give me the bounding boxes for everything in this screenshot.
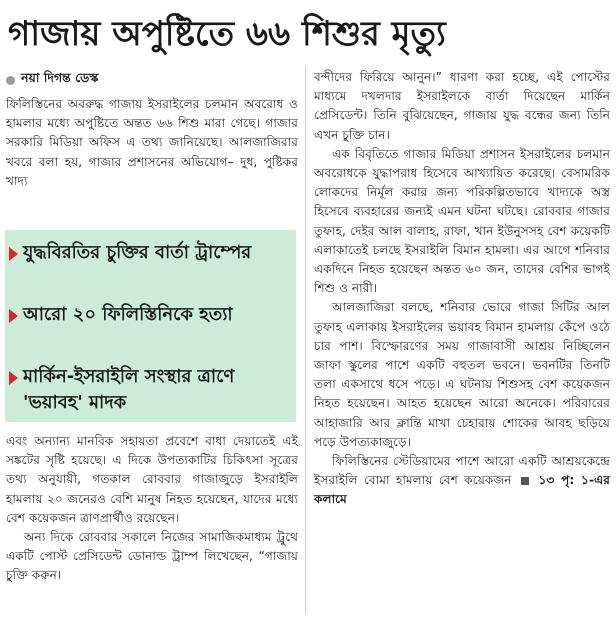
headline: গাজায় অপুষ্টিতে ৬৬ শিশুর মৃত্যু bbox=[8, 14, 446, 54]
jump-square-icon bbox=[521, 477, 529, 485]
byline-text: নয়া দিগন্ত ডেস্ক bbox=[21, 70, 99, 85]
intro-paragraph: ফিলিস্তিনের অবরুদ্ধ গাজায় ইসরাইলের চলমান অবরোধ ও হামলার মধ্যে অপুষ্টিতে অন্তত ৬৬ শিশু মারা গেছে। গাজার সরকারি মিডিয়া অফিস এ তথ্য জানিয়েছে। আলজাজিরার খবরে বলা হয়, গাজার প্রশাসনের অভিযোগ– দুধ, পুষ্টিকর খাদ্য bbox=[6, 97, 298, 188]
highlight-text: যুদ্ধবিরতির চুক্তির বার্তা ট্রাম্পের bbox=[23, 242, 252, 263]
body-paragraph: বন্দীদের ফিরিয়ে আনুন।” ধারণা করা হচ্ছে, এই পোস্টের মাধ্যমে দখলদার ইসরাইলকে বার্তা দিয়েছেন মার্কিন প্রেসিডেন্ট। তিনি বুঝিয়েছেন, গাজায় যুদ্ধ বন্ধের জন্য তিনি এখন চুক্তি চান। bbox=[314, 70, 610, 142]
highlight-box bbox=[5, 230, 296, 422]
highlight-item bbox=[23, 364, 288, 416]
highlight-text: আরো ২০ ফিলিস্তিনিকে হত্যা bbox=[23, 304, 233, 325]
byline bbox=[6, 70, 98, 90]
bullet-dot-icon bbox=[6, 76, 15, 85]
body-paragraph-last bbox=[314, 452, 610, 510]
body-paragraph: আলজাজিরা বলছে, শনিবার ভোরে গাজা সিটির আল তুফাহ এলাকায় ইসরাইলের ভয়াবহ বিমান হামলায় কেঁপে ওঠে চার পাশ। বিস্ফোরণের সময় গাজাবাসী আশ্রয় নিচ্ছিলেন জাফা স্কুলের পাশে একটি বহুতল ভবনে। ভবনটির তিনটি তলা একসাথে ধসে পড়ে। এ ঘটনায় শিশুসহ বেশ কয়েকজন নিহত হয়েছেন। আহত হয়েছেন আরো অনেকে। পরিবারের আহাজারি আর ক্লান্তি মাখা চেহারায় শোকের আবহ ছড়িয়ে পড়ে উপত্যকাজুড়ে। bbox=[314, 300, 610, 449]
triangle-bullet-icon bbox=[9, 371, 18, 385]
left-column-top bbox=[6, 95, 298, 191]
body-paragraph: এবং অন্যান্য মানবিক সহায়তা প্রবেশে বাধা দেয়াতেই এই সঙ্কটের সৃষ্টি হয়েছে। এ দিকে উপত্যকাটির চিকিৎসা সূত্রের তথ্য অনুযায়ী, গতকাল রোববার গাজাজুড়ে ইসরাইলি হামলায় ২০ জনেরও বেশি মানুষ নিহত হয়েছেন, যাদের মধ্যে বেশ কয়েকজন ত্রাণপ্রার্থীও রয়েছেন। bbox=[6, 434, 298, 525]
triangle-bullet-icon bbox=[9, 247, 18, 261]
highlight-item bbox=[23, 240, 288, 266]
body-paragraph: এক বিবৃতিতে গাজার মিডিয়া প্রশাসন ইসরাইলের চলমান অবরোধকে যুদ্ধাপরাধ হিসেবে আখ্যায়িত করেছে। বেসামরিক লোকদের নির্মূল করার জন্য পরিকল্পিতভাবে খাদ্যকে অস্ত্র হিসেবে ব্যবহারের জন্যই এমন ঘটনা ঘটছে। রোববার গাজার তুফাহ, দেইর আল বালাহ, রাফা, খান ইউনুসসহ বেশ কয়েকটি এলাকাতেই চলছে ইসরাইলি বিমান হামলা। এর আগে শনিবার একদিনে নিহত হয়েছেন অন্তত ৬০ জন, তাদের বেশির ভাগই শিশু ও নারী। bbox=[314, 146, 610, 296]
column-divider bbox=[305, 66, 306, 614]
left-column-bottom bbox=[6, 432, 298, 586]
last-paragraph-text: ফিলিস্তিনের স্টেডিয়ামের পাশে আরো একটি আশ্রয়কেন্দ্রে ইসরাইলি বোমা হামলায় বেশ কয়েকজন bbox=[314, 454, 610, 488]
highlight-item bbox=[23, 302, 288, 328]
body-paragraph: অন্য দিকে রোববার সকালে নিজের সামাজিকমাধ্যম ট্রুথে একটি পোস্ট প্রেসিডেন্ট ডোনাল্ড ট্রাম্প লিখেছেন, “গাজায় চুক্তি করুন। bbox=[6, 530, 298, 583]
highlight-text: মার্কিন-ইসরাইলি সংস্থার ত্রাণে 'ভয়াবহ' মাদক bbox=[23, 366, 235, 413]
right-column bbox=[314, 68, 610, 510]
continuation-jump[interactable]: ১৩ পৃ: ১-এর কলামে bbox=[314, 473, 610, 507]
triangle-bullet-icon bbox=[9, 309, 18, 323]
